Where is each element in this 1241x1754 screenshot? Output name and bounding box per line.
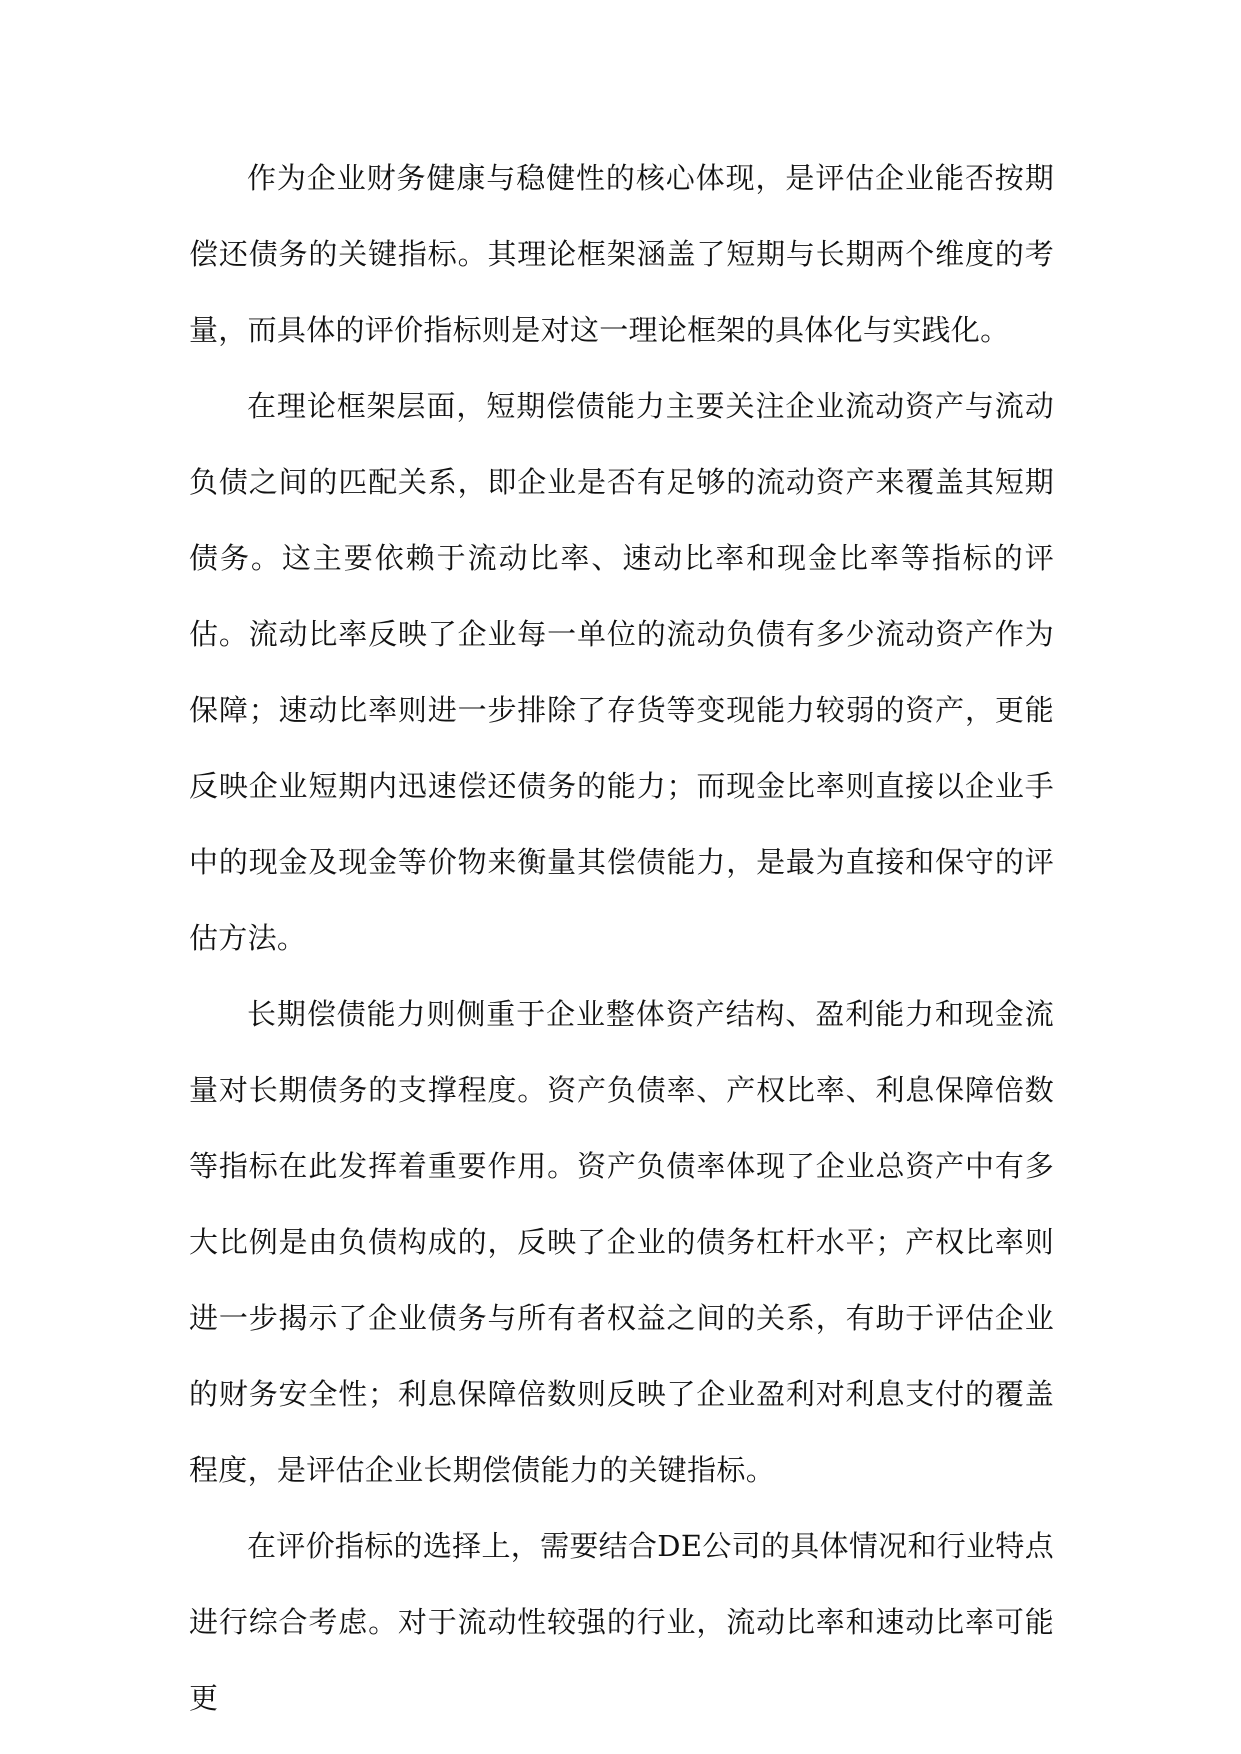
paragraph-2: 在理论框架层面，短期偿债能力主要关注企业流动资产与流动负债之间的匹配关系，即企业是否有足够的流动资产来覆盖其短期债务。这主要依赖于流动比率、速动比率和现金比率等指标的评估。流动比率反映了企业每一单位的流动负债有多少流动资产作为保障；速动比率则进一步排除了存货等变现能力较弱的资产，更能反映企业短期内迅速偿还债务的能力；而现金比率则直接以企业手中的现金及现金等价物来衡量其偿债能力，是最为直接和保守的评估方法。 <box>189 389 1054 955</box>
paragraph-4: 在评价指标的选择上，需要结合DE公司的具体情况和行业特点进行综合考虑。对于流动性较强的行业，流动比率和速动比率可能更 <box>189 1529 1054 1715</box>
paragraph-3: 长期偿债能力则侧重于企业整体资产结构、盈利能力和现金流量对长期债务的支撑程度。资产负债率、产权比率、利息保障倍数等指标在此发挥着重要作用。资产负债率体现了企业总资产中有多大比例是由负债构成的，反映了企业的债务杠杆水平；产权比率则进一步揭示了企业债务与所有者权益之间的关系，有助于评估企业的财务安全性；利息保障倍数则反映了企业盈利对利息支付的覆盖程度，是评估企业长期偿债能力的关键指标。 <box>189 997 1054 1487</box>
paragraph-1: 作为企业财务健康与稳健性的核心体现，是评估企业能否按期偿还债务的关键指标。其理论框架涵盖了短期与长期两个维度的考量，而具体的评价指标则是对这一理论框架的具体化与实践化。 <box>189 161 1054 347</box>
document-body <box>189 140 1054 1736</box>
